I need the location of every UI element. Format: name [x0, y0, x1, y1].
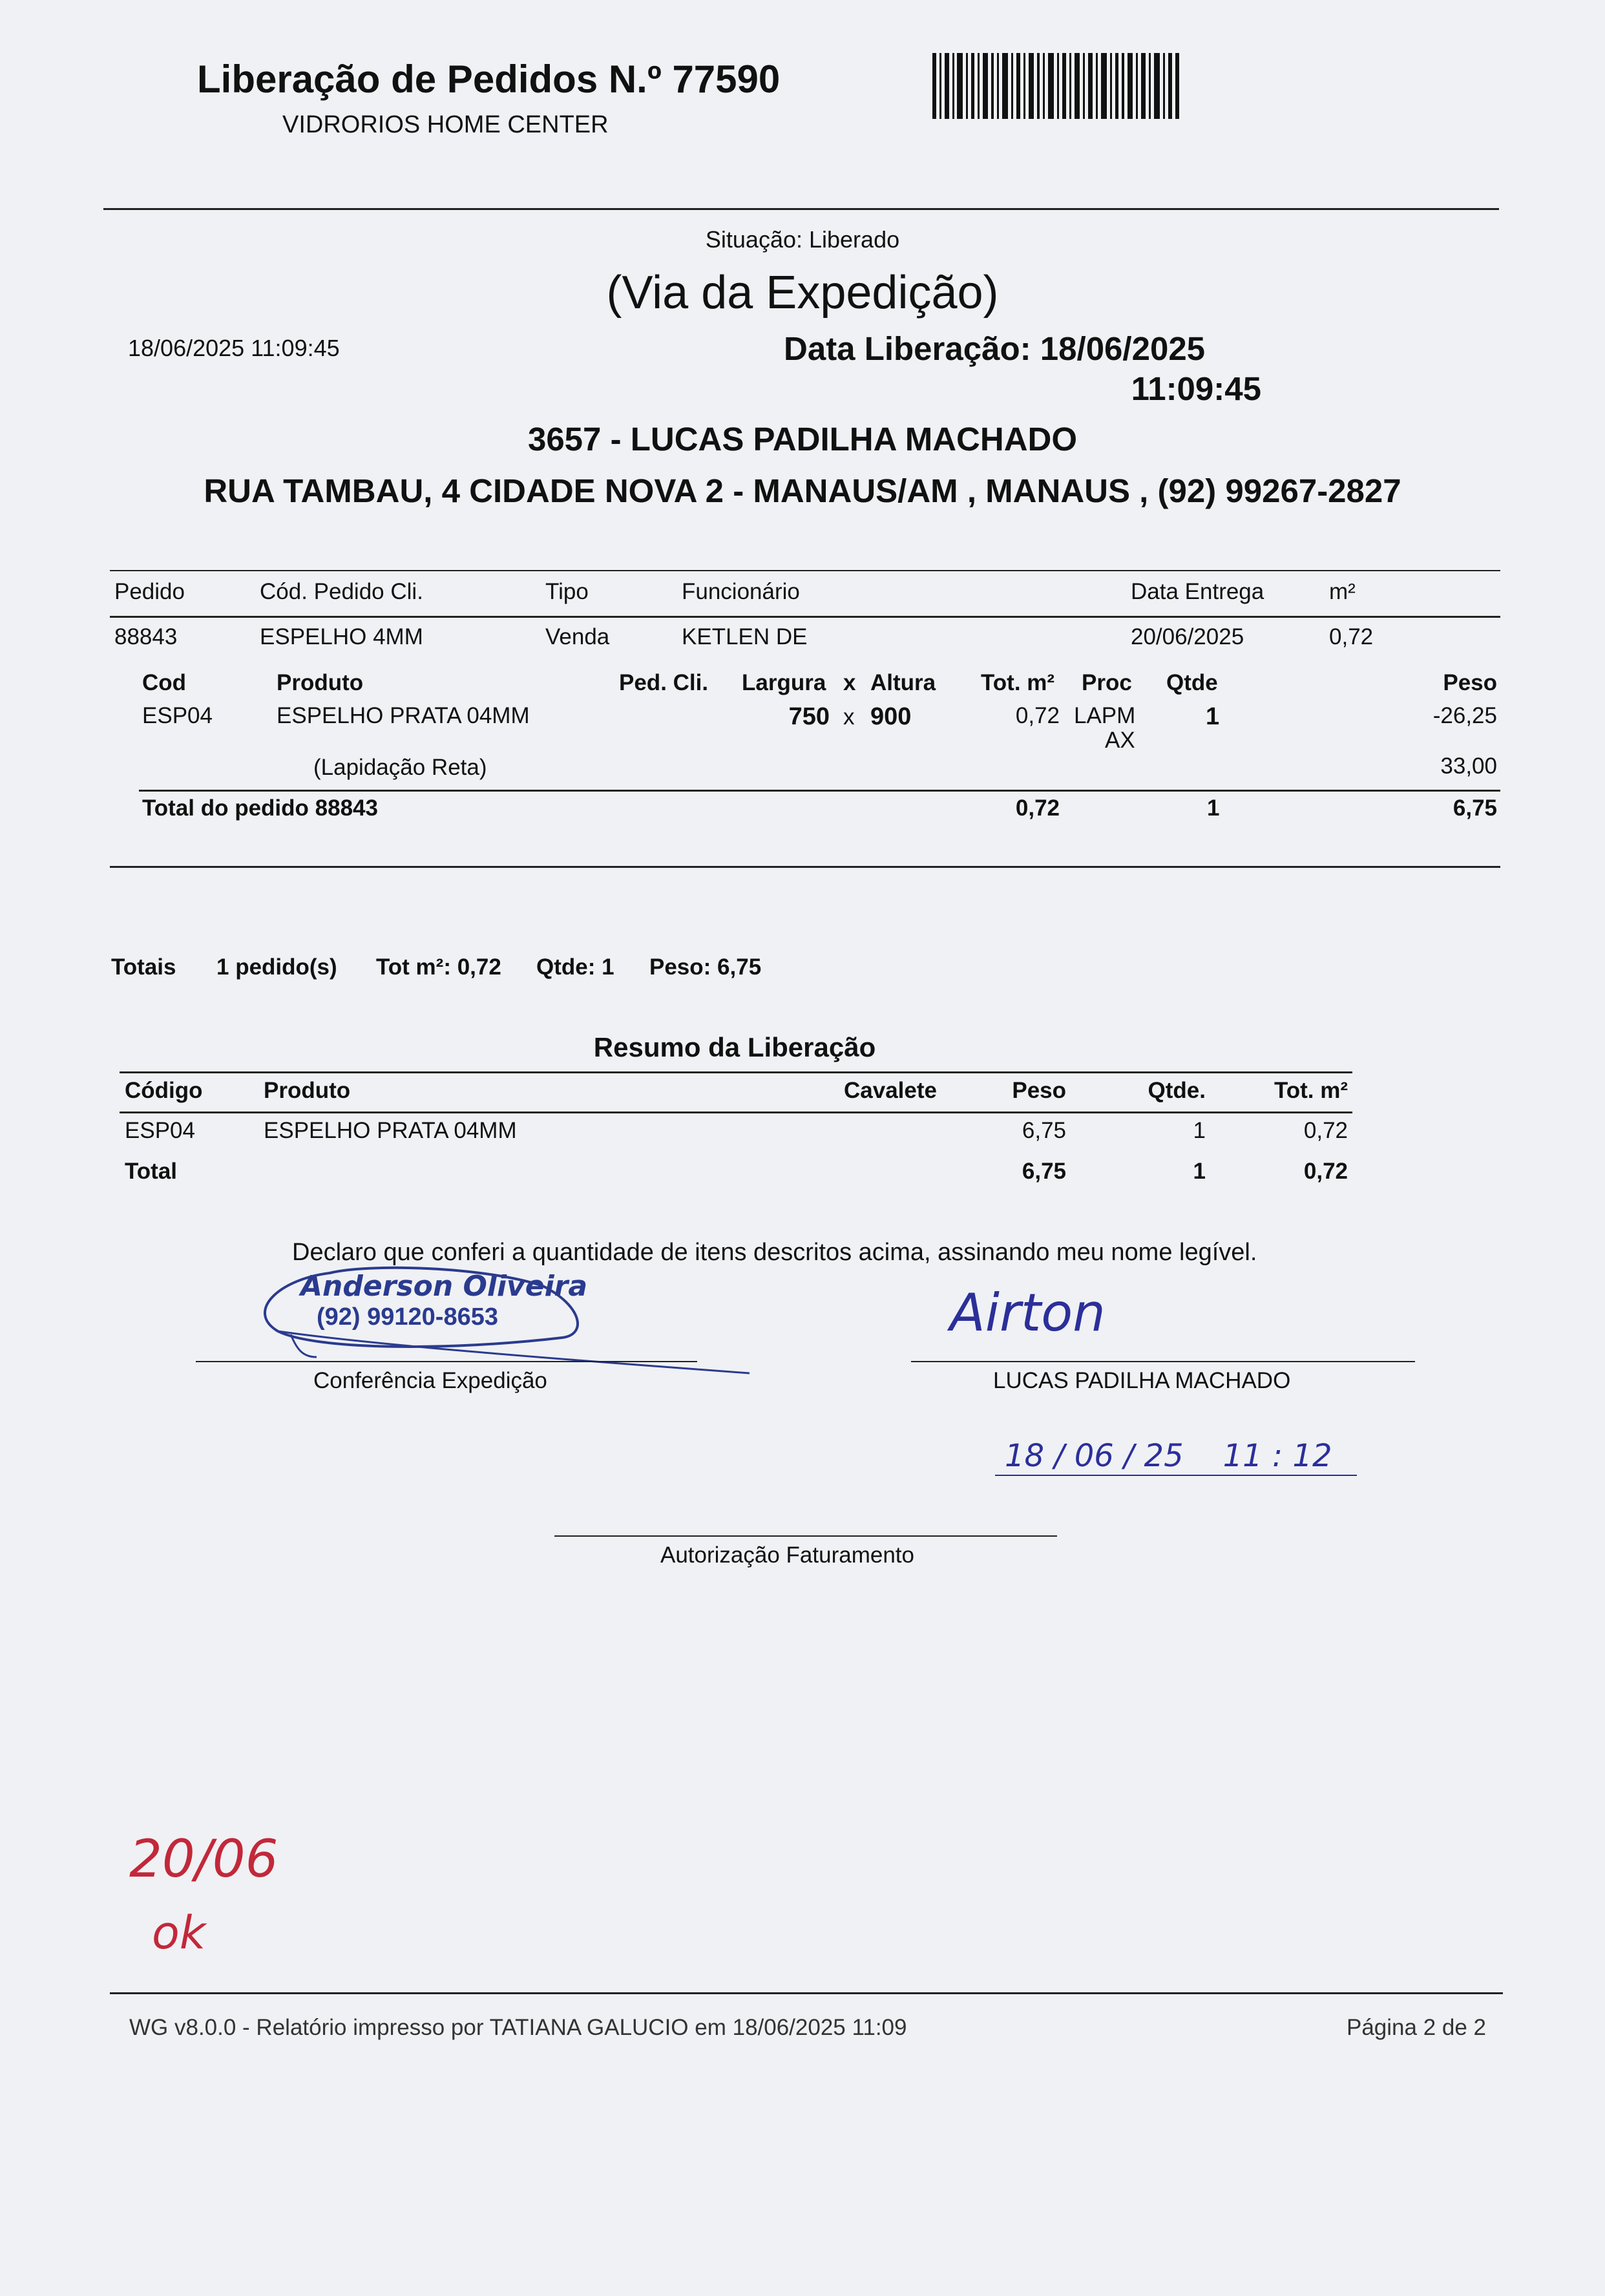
items-header-proc: Proc — [1082, 670, 1132, 695]
print-datetime: 18/06/2025 11:09:45 — [128, 335, 340, 361]
summary-row-produto: ESPELHO PRATA 04MM — [264, 1118, 517, 1143]
order-total-m2: 0,72 — [1015, 795, 1060, 821]
handwritten-date-underline — [995, 1475, 1357, 1476]
release-time: 11:09:45 — [1131, 370, 1261, 407]
order-section-bottom-rule — [110, 866, 1500, 868]
summary-row-tot-m2: 0,72 — [1303, 1118, 1348, 1143]
stamp-phone: (92) 99120-8653 — [317, 1303, 498, 1331]
sub-item-produto: (Lapidação Reta) — [313, 755, 487, 780]
totals-qtde: Qtde: 1 — [536, 954, 614, 980]
header-data-entrega: Data Entrega — [1131, 579, 1264, 604]
header-m2: m² — [1329, 579, 1356, 604]
release-date: Data Liberação: 18/06/2025 — [784, 330, 1206, 367]
header-divider — [103, 208, 1499, 210]
summary-total-qtde: 1 — [1193, 1159, 1206, 1184]
item-peso: -26,25 — [1432, 703, 1497, 728]
item-altura: 900 — [870, 703, 912, 730]
handwritten-date: 18 / 06 / 25 11 : 12 — [1005, 1438, 1332, 1474]
items-header-largura: Largura — [742, 670, 826, 695]
summary-header-peso: Peso — [1012, 1078, 1066, 1103]
summary-top-rule — [120, 1071, 1352, 1073]
order-funcionario: KETLEN DE — [682, 624, 808, 649]
client-name: 3657 - LUCAS PADILHA MACHADO — [527, 421, 1078, 458]
items-header-cod: Cod — [142, 670, 187, 695]
summary-title: Resumo da Liberação — [593, 1032, 876, 1062]
right-signature-label: LUCAS PADILHA MACHADO — [993, 1368, 1291, 1393]
order-data-entrega: 20/06/2025 — [1131, 624, 1244, 649]
totals-m2: Tot m²: 0,72 — [376, 954, 501, 980]
item-proc-line2: AX — [1105, 728, 1135, 753]
right-signature-line — [911, 1361, 1415, 1362]
order-total-qtde: 1 — [1207, 795, 1220, 821]
item-proc-line1: LAPM — [1074, 703, 1136, 728]
declaration-text: Declaro que conferi a quantidade de itens descritos acima, assinando meu nome legível. — [292, 1239, 1257, 1266]
left-signature-line — [196, 1361, 697, 1362]
order-cod-pedido-cli: ESPELHO 4MM — [260, 624, 423, 649]
billing-signature-label: Autorização Faturamento — [660, 1543, 914, 1568]
item-produto: ESPELHO PRATA 04MM — [277, 703, 530, 728]
order-total-peso: 6,75 — [1453, 795, 1497, 821]
summary-header-cavalete: Cavalete — [844, 1078, 937, 1103]
barcode-icon — [932, 53, 1179, 119]
header-pedido: Pedido — [114, 579, 185, 604]
summary-header-rule — [120, 1111, 1352, 1113]
summary-header-tot-m2: Tot. m² — [1274, 1078, 1348, 1103]
summary-header-codigo: Código — [125, 1078, 203, 1103]
order-pedido: 88843 — [114, 624, 178, 649]
summary-header-produto: Produto — [264, 1078, 351, 1103]
order-table-top-rule — [110, 570, 1500, 571]
billing-signature-line — [554, 1535, 1057, 1537]
items-header-ped-cli: Ped. Cli. — [619, 670, 709, 695]
summary-total-peso: 6,75 — [1022, 1159, 1066, 1184]
summary-row-qtde: 1 — [1193, 1118, 1206, 1143]
items-header-peso: Peso — [1443, 670, 1497, 695]
order-m2: 0,72 — [1329, 624, 1374, 649]
company-name: VIDRORIOS HOME CENTER — [282, 111, 609, 138]
header-cod-pedido-cli: Cód. Pedido Cli. — [260, 579, 423, 604]
customer-signature: Airton — [950, 1283, 1106, 1343]
summary-total-label: Total — [125, 1159, 178, 1184]
header-funcionario: Funcionário — [682, 579, 800, 604]
handwritten-note-date: 20/06 — [129, 1829, 278, 1889]
order-table-header-rule — [110, 616, 1500, 618]
item-x: x — [843, 704, 855, 730]
order-tipo: Venda — [545, 624, 610, 649]
left-signature-label: Conferência Expedição — [313, 1368, 547, 1393]
document-title: Liberação de Pedidos N.º 77590 — [197, 58, 781, 101]
copy-type: (Via da Expedição) — [606, 267, 999, 319]
client-address: RUA TAMBAU, 4 CIDADE NOVA 2 - MANAUS/AM , MANAUS , (92) 99267-2827 — [204, 472, 1401, 509]
items-header-tot-m2: Tot. m² — [981, 670, 1055, 695]
item-qtde: 1 — [1206, 703, 1220, 730]
stamp-name: Anderson Oliveira — [300, 1270, 588, 1303]
totals-peso: Peso: 6,75 — [649, 954, 762, 980]
summary-total-tot-m2: 0,72 — [1303, 1159, 1348, 1184]
footer-report-info: WG v8.0.0 - Relatório impresso por TATIANA GALUCIO em 18/06/2025 11:09 — [129, 2015, 907, 2040]
status-text: Situação: Liberado — [705, 226, 900, 253]
item-cod: ESP04 — [142, 703, 213, 728]
summary-header-qtde: Qtde. — [1148, 1078, 1206, 1103]
summary-row-peso: 6,75 — [1022, 1118, 1066, 1143]
item-largura: 750 — [788, 703, 830, 730]
items-header-x: x — [843, 670, 856, 695]
items-header-qtde: Qtde — [1166, 670, 1218, 695]
order-total-label: Total do pedido 88843 — [142, 795, 378, 821]
footer-rule — [110, 1992, 1503, 1994]
handwritten-note-ok: ok — [152, 1906, 206, 1959]
sub-item-peso: 33,00 — [1440, 753, 1497, 779]
header-tipo: Tipo — [545, 579, 589, 604]
items-header-altura: Altura — [870, 670, 936, 695]
totals-label: Totais — [111, 954, 176, 980]
items-header-produto: Produto — [277, 670, 364, 695]
item-tot-m2: 0,72 — [1015, 703, 1060, 728]
footer-page-number: Página 2 de 2 — [1346, 2015, 1486, 2040]
totals-pedidos: 1 pedido(s) — [216, 954, 337, 980]
items-total-rule — [139, 790, 1500, 792]
summary-row-codigo: ESP04 — [125, 1118, 195, 1143]
